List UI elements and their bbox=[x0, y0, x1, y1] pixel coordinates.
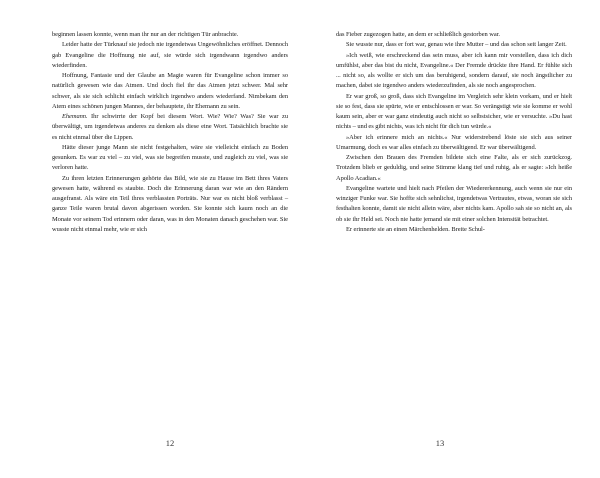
right-page-number: 13 bbox=[435, 438, 445, 448]
left-page-number: 12 bbox=[165, 438, 175, 448]
right-paragraph-4: Er war groß, so groß, dass sich Evangeline im Vergleich sehr klein vorkam, und er hielt sie so fest, dass sie spürte, wie er entschlossen er war. So verängstigt wie sie komme er wohl kaum sein, aber er war ganz eindeutig auch nicht so selbstsicher, wie er versuchte. »Du hast nichts – und es gibt nichts, was ich nicht für dich tun würde.« bbox=[336, 92, 572, 131]
right-paragraph-5: »Aber ich erinnere mich an nichts.« Nur widerstrebend löste sie sich aus seiner Umarmung, doch es war alles einfach zu überwältigend. Er war überwältigend. bbox=[336, 133, 572, 151]
left-paragraph-3: Hoffnung, Fantasie und der Glaube an Magie waren für Evangeline schon immer so natürlich gewesen wie das Atmen. Und doch fiel ihr das Atmen jetzt schwer. Mal sehr schwer, als sie sich schlicht einfach wirklich irgendwo anders wiederfand. Nimbekam den Atem eines schönen jungen Mannes, der behauptete, ihr Ehemann zu sein. bbox=[52, 72, 288, 110]
left-paragraph-5: Hätte dieser junge Mann sie nicht festgehalten, wäre sie vielleicht einfach zu Boden gesunken. Es war zu viel – zu viel, was sie begreifen musste, und zugleich zu viel, was sie verloren hatte. bbox=[52, 143, 288, 172]
right-paragraph-7: Evangeline wartete und hielt nach Pfeilen der Wiedererkennung, auch wenn sie nur ein winziger Funke war. Sie hoffte sich sehnlichst, irgendetwas Vertrautes, etwas, woran sie sich festhalten konnte, damit sie nicht allein wäre, aber nichts kam. Apollo sah sie so nicht an, als ob sie ihr Held sei. Noch nie hatte jemand sie mit einer solchen Intensität betrachtet. bbox=[336, 184, 572, 223]
left-paragraph-6: Zu ihren letzten Erinnerungen gehörte das Bild, wie sie zu Hause im Bett ihres Vaters gewesen hatte, während es staubte. Doch die Erinnerung daran war wie an den Rändern ausgefranst. Als wäre ein Teil ihres verblassten Porträts. Nur war es nicht bloß verblasst – ganze Teile waren brutal davon abgerissen worden. Sie konnte sich kaum noch an die Monate vor seinem Tod erinnern oder daran, was in den Monaten danach geschehen war. Sie wusste nicht einmal mehr, wie er sich bbox=[52, 174, 288, 233]
right-paragraph-6: Zwischen den Brauen des Fremden bildete sich eine Falte, als er sich zurückzog. Trotzdem blieb er geduldig, und seine Stimme klang tief und ruhig, als er sagte: »Ich heiße Apollo Acadian.« bbox=[336, 154, 572, 182]
left-paragraph-2: Leider hatte der Türknauf sie jedoch nie irgendetwas Ungewöhnliches eröffnet. Dennoch gab Evangeline die Hoffnung nie auf, sie würde sich irgendwann irgendwo anders wiederfinden. bbox=[52, 41, 288, 69]
left-paragraph-4 bbox=[52, 112, 288, 143]
italic-word-ehemann: Ehemann. bbox=[62, 113, 88, 120]
right-page-text bbox=[336, 30, 572, 450]
left-paragraph-1: beginnen lassen konnte, wenn man ihr nur an der richtigen Tür anbrachte. bbox=[52, 31, 239, 38]
right-paragraph-3: »Ich weiß, wie erschreckend das sein muss, aber ich kann mir vorstellen, dass ich dich umfühlst, aber das bist du nicht, Evangeline.« Der Fremde drückte ihre Hand. Er fühlte sich ... nicht so, als wollte er sich um das beruhigend, sondern darauf, sie noch ängstlicher zu machen, dabei sie irgendwo anders wiederzufinden, als sie noch angesprochen. bbox=[336, 51, 572, 90]
right-paragraph-1: das Fieber zugezogen hatte, an dem er schließlich gestorben war. bbox=[336, 31, 500, 38]
left-page-text bbox=[52, 30, 288, 450]
left-paragraph-4-text: Ihr schwirrte der Kopf bei diesem Wort. Wie? Wie? Was? Sie war zu überwältigt, um irgendetwas anderes zu denken als diese eine Wort. Tatsächlich brachte sie es nicht einmal über die Lippen. bbox=[52, 113, 288, 141]
right-paragraph-2: Sie wusste nur, dass er fort war, genau wie ihre Mutter – und das schon seit langer Zeit. bbox=[346, 41, 567, 49]
right-paragraph-8: Er erinnerte sie an einen Märchenhelden. Breite Schul- bbox=[346, 225, 485, 233]
